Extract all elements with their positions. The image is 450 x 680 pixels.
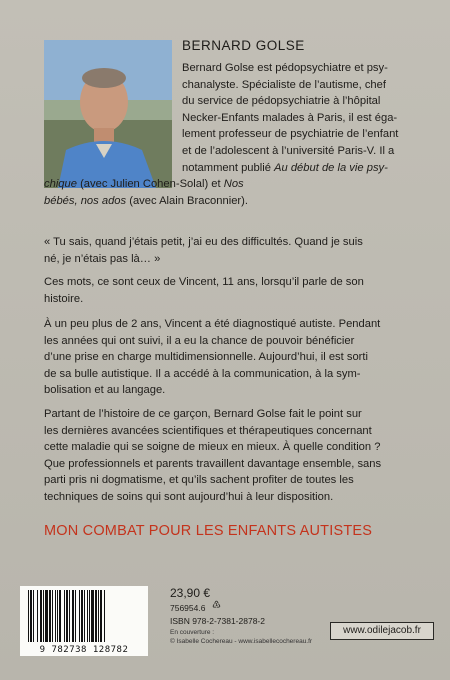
barcode-bar (55, 590, 56, 642)
book-title-2-start: Nos (223, 178, 244, 191)
quote-paragraph (44, 234, 414, 267)
barcode-bar (49, 590, 51, 642)
bio-line: chique (avec Julien Cohen-Solal) et Nos (44, 178, 244, 191)
bio-line: chanalyste. Spécialiste de l’autisme, chef (182, 78, 386, 91)
barcode-number: 9 782738 128782 (39, 645, 129, 655)
barcode-bar (66, 590, 68, 642)
barcode-bar (52, 590, 53, 642)
text-line: « Tu sais, quand j’étais petit, j’ai eu des difficultés. Quand je suis (44, 236, 363, 248)
text-line: né, je n’étais pas là… » (44, 252, 161, 265)
bio-line: et de l’adolescent à l’université Paris-V. Il a (182, 144, 395, 157)
barcode-bar (72, 590, 74, 642)
paragraph-2 (44, 316, 414, 399)
barcode-bar (84, 590, 85, 642)
text-line: Que professionnels et parents travaillent davantage ensemble, sans (44, 457, 382, 470)
paragraph-3 (44, 406, 414, 506)
isbn: ISBN 978-2-7381-2878-2 (170, 616, 265, 626)
barcode-bar (33, 590, 34, 642)
book-title-2: bébés, nos ados (44, 194, 127, 207)
barcode-bar (89, 590, 90, 642)
text-line: techniques de soins qui sont aujourd’hui à leur disposition. (44, 490, 334, 503)
text-line: parti pris ni dogmatisme, et qu’ils sachent profiter de toutes les (44, 474, 354, 487)
barcode-bar (43, 590, 44, 642)
paragraph-1 (44, 274, 414, 307)
text-line: Partant de l’histoire de ce garçon, Bernard Golse fait le point sur (44, 408, 362, 420)
barcode-bar (37, 590, 38, 642)
bio-line: notamment publié Au début de la vie psy- (182, 161, 388, 174)
barcode-bar (98, 590, 99, 642)
book-title-1-end: chique (44, 178, 77, 191)
barcode-bar (57, 590, 58, 642)
barcode-bars (20, 588, 148, 646)
text-line: les années qui ont suivi, il a eu la chance de pouvoir bénéficier (44, 334, 355, 347)
text-line: de sa bulle autistique. Il a accédé à la communication, à la sym- (44, 367, 361, 380)
barcode-bar (79, 590, 80, 642)
bio-line: Necker-Enfants malades à Paris, il est éga- (182, 111, 398, 124)
barcode-bar (69, 590, 70, 642)
barcode-bar (100, 590, 102, 642)
recycling-icon: ♳ (212, 600, 221, 611)
barcode-bar (64, 590, 65, 642)
publisher-website: www.odilejacob.fr (330, 622, 434, 640)
text-line: À un peu plus de 2 ans, Vincent a été diagnostiqué autiste. Pendant (44, 318, 381, 330)
bio-line: lement professeur de psychiatrie de l’enfant (182, 128, 399, 141)
text-line: bolisation et au langage. (44, 384, 166, 397)
headline: MON COMBAT POUR LES ENFANTS AUTISTES (44, 523, 373, 539)
barcode-bar (104, 590, 105, 642)
barcode-bar (40, 590, 42, 642)
cover-credit: © Isabelle Cochereau - www.isabellecochereau.fr (170, 638, 313, 645)
barcode-bar (30, 590, 32, 642)
text-line: les dernières avancées scientifiques et thérapeutiques concernant (44, 424, 372, 437)
bio-line: Bernard Golse est pédopsychiatre et psy- (182, 62, 388, 74)
barcode-bar (87, 590, 88, 642)
author-name: BERNARD GOLSE (182, 38, 305, 53)
barcode (20, 586, 148, 656)
book-title-1: Au début de la vie psy- (274, 161, 388, 174)
barcode-bar (45, 590, 48, 642)
barcode-bar (75, 590, 76, 642)
text-line: Ces mots, ce sont ceux de Vincent, 11 ans, lorsqu’il parle de son (44, 276, 364, 288)
bio-line: bébés, nos ados (avec Alain Braconnier). (44, 194, 248, 207)
barcode-bar (59, 590, 61, 642)
barcode-bar (28, 590, 29, 642)
reference-code: 756954.6 (170, 603, 206, 613)
barcode-bar (91, 590, 94, 642)
text-line: d’une prise en charge multidimensionnelle. Aujourd’hui, il est sorti (44, 351, 368, 364)
cover-credit-label: En couverture : (170, 629, 215, 636)
barcode-bar (95, 590, 97, 642)
author-bio (44, 60, 414, 209)
barcode-bar (81, 590, 83, 642)
text-line: cette maladie qui se soigne de mieux en mieux. À quelle condition ? (44, 441, 381, 454)
price: 23,90 € (170, 586, 211, 600)
bio-line: du service de pédopsychiatrie à l’hôpital (182, 95, 381, 108)
text-line: histoire. (44, 292, 84, 305)
